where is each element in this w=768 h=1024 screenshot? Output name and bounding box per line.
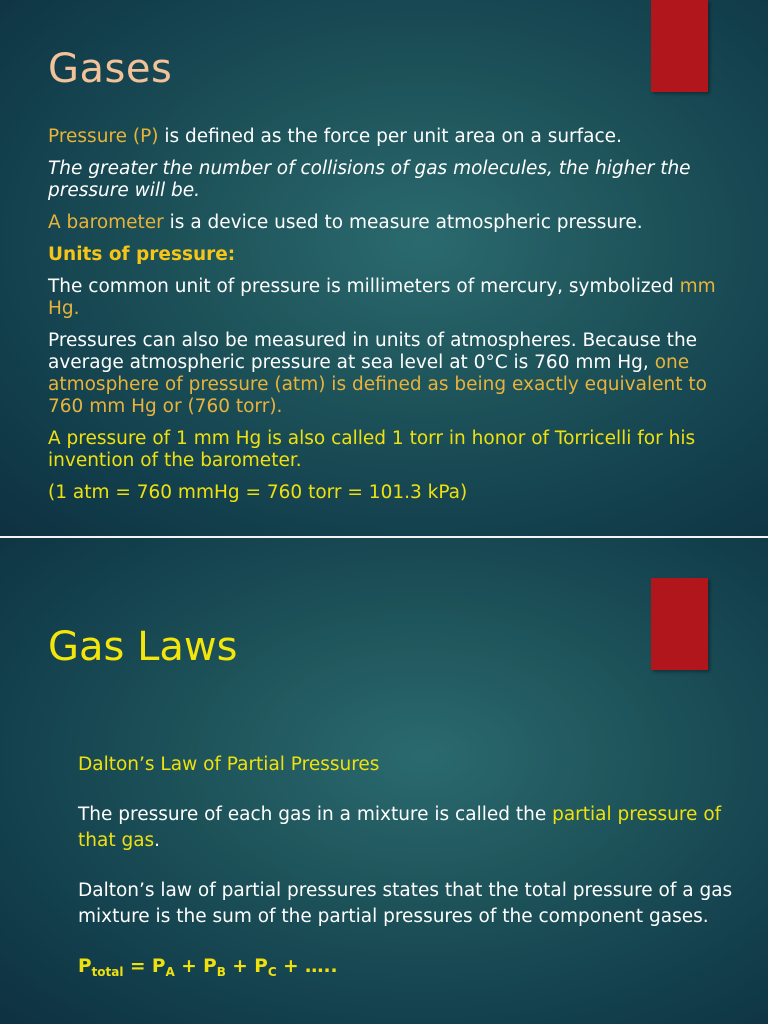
- red-accent-tab: [651, 0, 708, 92]
- slide-body: [78, 752, 738, 1009]
- slide-title: Gases: [48, 46, 173, 92]
- paragraph-collisions: The greater the number of collisions of gas molecules, the higher the pressure will be.: [48, 158, 691, 201]
- term-atm-definition: one atmosphere of pressure (atm) is defined as being exactly equivalent to 760 mm Hg or (760 torr).: [48, 352, 707, 417]
- paragraph-barometer: A barometer is a device used to measure atmospheric pressure.: [48, 212, 643, 233]
- paragraph-torr: A pressure of 1 mm Hg is also called 1 torr in honor of Torricelli for his invention of the barometer.: [48, 428, 696, 471]
- units-heading: Units of pressure:: [48, 244, 236, 265]
- term-partial-pressure: partial pressure of that gas: [78, 804, 722, 851]
- paragraph-conversion: (1 atm = 760 mmHg = 760 torr = 101.3 kPa): [48, 482, 468, 503]
- red-accent-tab: [651, 578, 708, 670]
- paragraph-dalton-law: Dalton’s law of partial pressures states that the total pressure of a gas mixture is the sum of the partial pressures of the component gases.: [78, 880, 733, 927]
- dalton-subtitle: Dalton’s Law of Partial Pressures: [78, 754, 380, 775]
- term-pressure: Pressure (P): [48, 126, 159, 147]
- paragraph-atmosphere: Pressures can also be measured in units of atmospheres. Because the average atmospheric pressure at sea level at 0°C is 760 mm Hg, one atmosphere of pressure (atm) is defined as being exactly equivalent to 760 mm Hg or (760 torr).: [48, 330, 707, 417]
- paragraph-mmhg: The common unit of pressure is millimeters of mercury, symbolized mm Hg.: [48, 276, 716, 319]
- slide-title: Gas Laws: [48, 624, 238, 670]
- slide-gas-laws: [0, 536, 768, 1024]
- paragraph-pressure-definition: Pressure (P) is defined as the force per unit area on a surface.: [48, 126, 622, 147]
- slide-body: [48, 126, 738, 514]
- paragraph-partial-pressure: The pressure of each gas in a mixture is called the partial pressure of that gas.: [78, 804, 722, 851]
- term-barometer: A barometer: [48, 212, 164, 233]
- formula-total-pressure: $P_{total} = P_A + P_B + P_C$ + …..: [78, 956, 338, 979]
- term-mmhg: mm Hg.: [48, 276, 716, 319]
